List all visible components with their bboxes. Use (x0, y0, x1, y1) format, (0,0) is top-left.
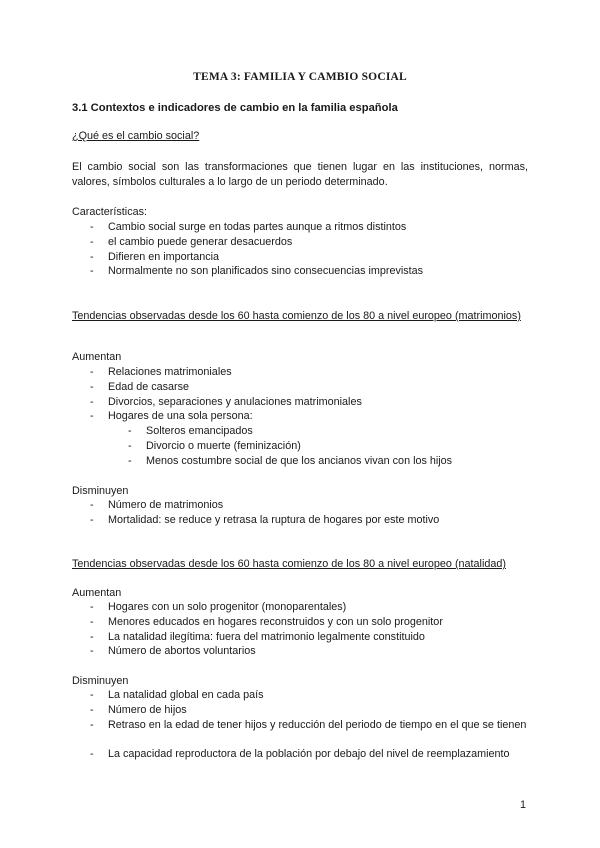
marriage-increase-list (72, 365, 362, 424)
list-item: - Menores educados en hogares reconstruidos y con un solo progenitor (90, 615, 443, 628)
bullet-dash: - (128, 425, 132, 437)
list-item: - La natalidad global en cada país (90, 689, 264, 701)
list-item: - Mortalidad: se reduce y retrasa la ruptura de hogares por este motivo (90, 513, 440, 526)
marriage-decrease-label: Disminuyen (72, 485, 129, 497)
marriage-decrease-list (72, 498, 439, 528)
question-heading: ¿Qué es el cambio social? (72, 130, 200, 142)
list-item: - La natalidad ilegítima: fuera del matrimonio legalmente constituido (90, 630, 425, 643)
definition-paragraph: El cambio social son las transformaciones que tienen lugar en las instituciones, normas, valores, símbolos culturales a lo largo de un periodo determinado. (72, 161, 528, 188)
list-item: - Menos costumbre social de que los ancianos vivan con los hijos (128, 454, 453, 467)
list-item: - Divorcios, separaciones y anulaciones matrimoniales (90, 395, 362, 408)
section-heading: 3.1 Contextos e indicadores de cambio en la familia española (72, 102, 398, 114)
bullet-dash: - (90, 380, 94, 393)
single-person-households-list (110, 424, 452, 468)
birth-increase-label: Aumentan (72, 587, 122, 599)
bullet-dash: - (90, 513, 94, 526)
list-item: - Número de hijos (90, 703, 187, 716)
bullet-dash: - (90, 703, 94, 716)
list-item: - Hogares de una sola persona: (90, 410, 253, 423)
list-item: - Cambio social surge en todas partes aunque a ritmos distintos (90, 221, 407, 233)
bullet-dash: - (90, 499, 94, 511)
list-item: - Número de matrimonios (90, 499, 224, 511)
list-item: - Edad de casarse (90, 380, 190, 393)
marriage-trends-heading: Tendencias observadas desde los 60 hasta comienzo de los 80 a nivel europeo (matrimonios) (72, 310, 521, 322)
list-item: - La capacidad reproductora de la población por debajo del nivel de reemplazamiento (90, 748, 510, 761)
list-item: - Difieren en importancia (90, 250, 220, 263)
bullet-dash: - (90, 250, 94, 263)
list-item: - Normalmente no son planificados sino consecuencias imprevistas (90, 265, 424, 278)
bullet-dash: - (128, 439, 132, 452)
bullet-dash: - (90, 630, 94, 643)
list-item: - Retraso en la edad de tener hijos y reducción del periodo de tiempo en el que se tienen (90, 718, 527, 731)
list-item: - Divorcio o muerte (feminización) (128, 439, 301, 452)
bullet-dash: - (90, 601, 94, 613)
birth-trends-heading: Tendencias observadas desde los 60 hasta comienzo de los 80 a nivel europeo (natalidad) (72, 558, 506, 570)
list-item: - Número de abortos voluntarios (90, 645, 256, 658)
bullet-dash: - (90, 395, 94, 408)
birth-decrease-label: Disminuyen (72, 675, 129, 687)
list-item: - el cambio puede generar desacuerdos (90, 235, 293, 248)
list-item: - Solteros emancipados (128, 425, 253, 437)
characteristics-list (72, 220, 423, 279)
bullet-dash: - (90, 615, 94, 628)
birth-increase-list (72, 600, 443, 659)
list-item: - Hogares con un solo progenitor (monoparentales) (90, 601, 347, 613)
page-number: 1 (520, 799, 527, 811)
marriage-increase-label: Aumentan (72, 351, 122, 363)
bullet-dash: - (90, 645, 94, 658)
characteristics-label: Características: (72, 206, 147, 218)
page-title: TEMA 3: FAMILIA Y CAMBIO SOCIAL (193, 71, 407, 83)
bullet-dash: - (90, 366, 94, 378)
bullet-dash: - (90, 689, 94, 701)
birth-decrease-list (72, 688, 528, 762)
bullet-dash: - (90, 235, 94, 248)
bullet-dash: - (90, 221, 94, 233)
bullet-dash: - (90, 718, 94, 731)
bullet-dash: - (90, 410, 94, 423)
bullet-dash: - (90, 748, 94, 761)
bullet-dash: - (128, 454, 132, 467)
bullet-dash: - (90, 265, 94, 278)
list-item: - Relaciones matrimoniales (90, 366, 232, 378)
